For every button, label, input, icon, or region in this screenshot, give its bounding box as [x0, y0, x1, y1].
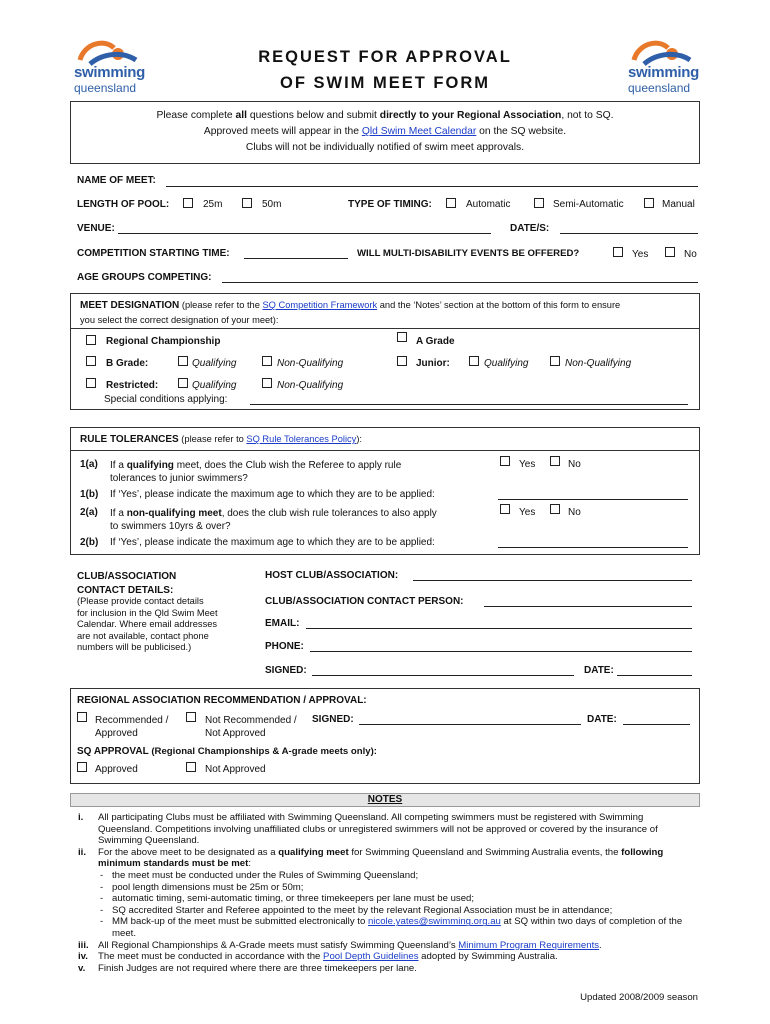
q1a-text: If a qualifying meet, does the Club wish the Referee to apply rule tolerances to junior swimmers? [110, 460, 402, 484]
page-title-line1: REQUEST FOR APPROVAL [258, 48, 512, 66]
note-iv: iv. The meet must be conducted in accordance with the Pool Depth Guidelines adopted by Swimming Australia. [78, 951, 558, 963]
note-iii: iii. All Regional Championships & A-Grade meets must satisfy Swimming Queensland’s Minimum Program Requirements. [78, 939, 602, 951]
note-ii-standard: - MM back-up of the meet must be submitted electronically to nicole.yates@swimming.org.au at SQ within two days of completion of the meet. [100, 916, 683, 939]
nicole-yates-email-link[interactable]: nicole.yates@swimming.org.au [367, 916, 501, 928]
regional-championship-checkbox[interactable] [86, 335, 96, 345]
recommended-checkbox[interactable] [77, 712, 87, 722]
footer-updated: Updated 2008/2009 season [580, 992, 698, 1003]
email-label: EMAIL: [265, 618, 300, 629]
q2b-age-field[interactable] [498, 547, 688, 548]
q1a-no-checkbox[interactable] [550, 456, 560, 466]
note-ii-standard: - automatic timing, semi-automatic timing, or three timekeepers per lane must be used; [100, 893, 475, 905]
not-recommended-checkbox[interactable] [186, 712, 196, 722]
timing-automatic-label: Automatic [466, 199, 511, 210]
club-contact-note: (Please provide contact details for inclusion in the Qld Swim Meet Calendar. Where email addresses are not available, contact phone numbers will be publicised.) [77, 596, 218, 652]
dates-label: DATE/S: [510, 223, 550, 234]
competition-start-label: COMPETITION STARTING TIME: [77, 248, 230, 259]
special-conditions-field[interactable] [250, 404, 688, 405]
sq-not-approved-label: Not Approved [205, 764, 266, 775]
age-groups-label: AGE GROUPS COMPETING: [77, 272, 212, 283]
q1b-text: If ‘Yes’, please indicate the maximum age to which they are to be applied: [110, 489, 435, 500]
multi-disability-no-label: No [684, 249, 697, 260]
pool-25m-checkbox[interactable] [183, 198, 193, 208]
age-groups-field[interactable] [222, 282, 698, 283]
logo-word-swimming: swimming [74, 64, 145, 81]
club-signed-label: SIGNED: [265, 665, 307, 676]
name-of-meet-field[interactable] [166, 186, 698, 187]
q2b-number: 2(b) [80, 537, 99, 548]
q1b-number: 1(b) [80, 489, 99, 500]
a-grade-checkbox[interactable] [397, 332, 407, 342]
sq-rule-tolerances-policy-link[interactable]: SQ Rule Tolerances Policy [246, 434, 357, 444]
q2a-no-label: No [568, 507, 581, 518]
sq-competition-framework-link[interactable]: SQ Competition Framework [262, 300, 378, 310]
length-of-pool-label: LENGTH OF POOL: [77, 199, 170, 210]
q1a-yes-label: Yes [519, 459, 536, 470]
regional-approval-heading: REGIONAL ASSOCIATION RECOMMENDATION / APPROVAL: [77, 695, 367, 706]
b-grade-non-qualifying-checkbox[interactable] [262, 356, 272, 366]
club-date-field[interactable] [617, 675, 692, 676]
not-recommended-label: Not Recommended / Not Approved [205, 715, 297, 739]
club-contact-heading: CLUB/ASSOCIATION CONTACT DETAILS: [77, 571, 177, 596]
q1a-yes-checkbox[interactable] [500, 456, 510, 466]
name-of-meet-label: NAME OF MEET: [77, 175, 156, 186]
q2a-no-checkbox[interactable] [550, 504, 560, 514]
note-i: i. All participating Clubs must be affiliated with Swimming Queensland. All competing swimmers must be registered with Swimming Queensland. Competitions involving unaffiliated clubs or unregistered swimmers will not be approved or covered by the insurance of Swimming Queensland. [78, 812, 658, 847]
competition-start-field[interactable] [244, 258, 348, 259]
q2b-text: If ‘Yes’, please indicate the maximum age to which they are to be applied: [110, 537, 435, 548]
email-field[interactable] [306, 628, 692, 629]
b-grade-label: B Grade: [106, 358, 149, 369]
dates-field[interactable] [560, 233, 698, 234]
q2a-yes-checkbox[interactable] [500, 504, 510, 514]
venue-label: VENUE: [77, 223, 115, 234]
q2a-number: 2(a) [80, 507, 98, 518]
b-grade-checkbox[interactable] [86, 356, 96, 366]
qld-swim-meet-calendar-link[interactable]: Qld Swim Meet Calendar [361, 126, 477, 137]
multi-disability-yes-label: Yes [632, 249, 649, 260]
minimum-program-requirements-link[interactable]: Minimum Program Requirements [458, 939, 600, 951]
timing-semi-automatic-checkbox[interactable] [534, 198, 544, 208]
junior-non-qualifying-label: Non-Qualifying [565, 358, 632, 369]
recommended-label: Recommended / Approved [95, 715, 169, 739]
junior-label: Junior: [416, 358, 450, 369]
junior-qualifying-checkbox[interactable] [469, 356, 479, 366]
pool-50m-label: 50m [262, 199, 282, 210]
b-grade-non-qualifying-label: Non-Qualifying [277, 358, 344, 369]
q2a-yes-label: Yes [519, 507, 536, 518]
sq-approval-heading: SQ APPROVAL (Regional Championships & A-grade meets only): [77, 746, 378, 757]
note-ii-standard: - SQ accredited Starter and Referee appointed to the meet by the relevant Regional Association must be in attendance; [100, 904, 613, 916]
regional-championship-label: Regional Championship [106, 336, 221, 347]
host-club-field[interactable] [413, 580, 692, 581]
host-club-label: HOST CLUB/ASSOCIATION: [265, 570, 399, 581]
logo-word-queensland: queensland [628, 81, 691, 95]
q1b-age-field[interactable] [498, 499, 688, 500]
junior-qualifying-label: Qualifying [484, 358, 529, 369]
page-title-line2: OF SWIM MEET FORM [280, 74, 490, 92]
multi-disability-no-checkbox[interactable] [665, 247, 675, 257]
b-grade-qualifying-label: Qualifying [192, 358, 237, 369]
note-ii: ii. For the above meet to be designated as a qualifying meet for Swimming Queensland and Swimming Australia events, the following minimum standards must be met: [78, 846, 664, 870]
sq-approved-label: Approved [95, 764, 138, 775]
pool-50m-checkbox[interactable] [242, 198, 252, 208]
regional-signed-label: SIGNED: [312, 714, 354, 725]
b-grade-qualifying-checkbox[interactable] [178, 356, 188, 366]
multi-disability-yes-checkbox[interactable] [613, 247, 623, 257]
q1a-number: 1(a) [80, 459, 98, 470]
sq-not-approved-checkbox[interactable] [186, 762, 196, 772]
q2a-text: If a non-qualifying meet, does the club wish rule tolerances to also apply to swimmers 10yrs & over? [110, 508, 437, 532]
club-date-label: DATE: [584, 665, 614, 676]
logo-word-queensland: queensland [74, 81, 137, 95]
multi-disability-label: WILL MULTI-DISABILITY EVENTS BE OFFERED? [357, 248, 580, 259]
notes-list [78, 812, 698, 974]
restricted-qualifying-checkbox[interactable] [178, 378, 188, 388]
sq-approved-checkbox[interactable] [77, 762, 87, 772]
restricted-label: Restricted: [106, 380, 159, 391]
regional-date-field[interactable] [623, 724, 690, 725]
contact-person-field[interactable] [484, 606, 692, 607]
timing-manual-checkbox[interactable] [644, 198, 654, 208]
intro-text: Please complete all questions below and submit directly to your Regional Association, not to SQ. Approved meets will appear in the Qld Swim Meet Calendar on the SQ website. Clubs will not be individually notified of swim meet approvals. [156, 110, 614, 153]
restricted-non-qualifying-checkbox[interactable] [262, 378, 272, 388]
pool-25m-label: 25m [203, 199, 223, 210]
note-ii-standard: - the meet must be conducted under the Rules of Swimming Queensland; [100, 869, 419, 881]
meet-designation-heading: MEET DESIGNATION (please refer to the SQ Competition Framework and the ‘Notes’ section at the bottom of this form to ensure you select the correct designation of your meet): [80, 300, 621, 325]
note-v: v. Finish Judges are not required where there are three timekeepers per lane. [78, 962, 417, 974]
venue-field[interactable] [118, 233, 491, 234]
phone-field[interactable] [310, 651, 692, 652]
phone-label: PHONE: [265, 641, 304, 652]
restricted-non-qualifying-label: Non-Qualifying [277, 380, 344, 391]
junior-checkbox[interactable] [397, 356, 407, 366]
restricted-qualifying-label: Qualifying [192, 380, 237, 391]
junior-non-qualifying-checkbox[interactable] [550, 356, 560, 366]
pool-depth-guidelines-link[interactable]: Pool Depth Guidelines [323, 951, 419, 963]
timing-automatic-checkbox[interactable] [446, 198, 456, 208]
special-conditions-label: Special conditions applying: [104, 394, 228, 405]
contact-person-label: CLUB/ASSOCIATION CONTACT PERSON: [265, 596, 464, 607]
rule-tolerances-heading: RULE TOLERANCES (please refer to SQ Rule Tolerances Policy): [80, 434, 363, 445]
club-signed-field[interactable] [312, 675, 574, 676]
timing-manual-label: Manual [662, 199, 695, 210]
a-grade-label: A Grade [416, 336, 455, 347]
logo-word-swimming: swimming [628, 64, 699, 81]
note-ii-standard: - pool length dimensions must be 25m or 50m; [100, 881, 304, 893]
timing-semi-automatic-label: Semi-Automatic [553, 199, 624, 210]
regional-date-label: DATE: [587, 714, 617, 725]
type-of-timing-label: TYPE OF TIMING: [348, 199, 432, 210]
q1a-no-label: No [568, 459, 581, 470]
regional-signed-field[interactable] [359, 724, 581, 725]
notes-heading: NOTES [367, 794, 403, 805]
restricted-checkbox[interactable] [86, 378, 96, 388]
